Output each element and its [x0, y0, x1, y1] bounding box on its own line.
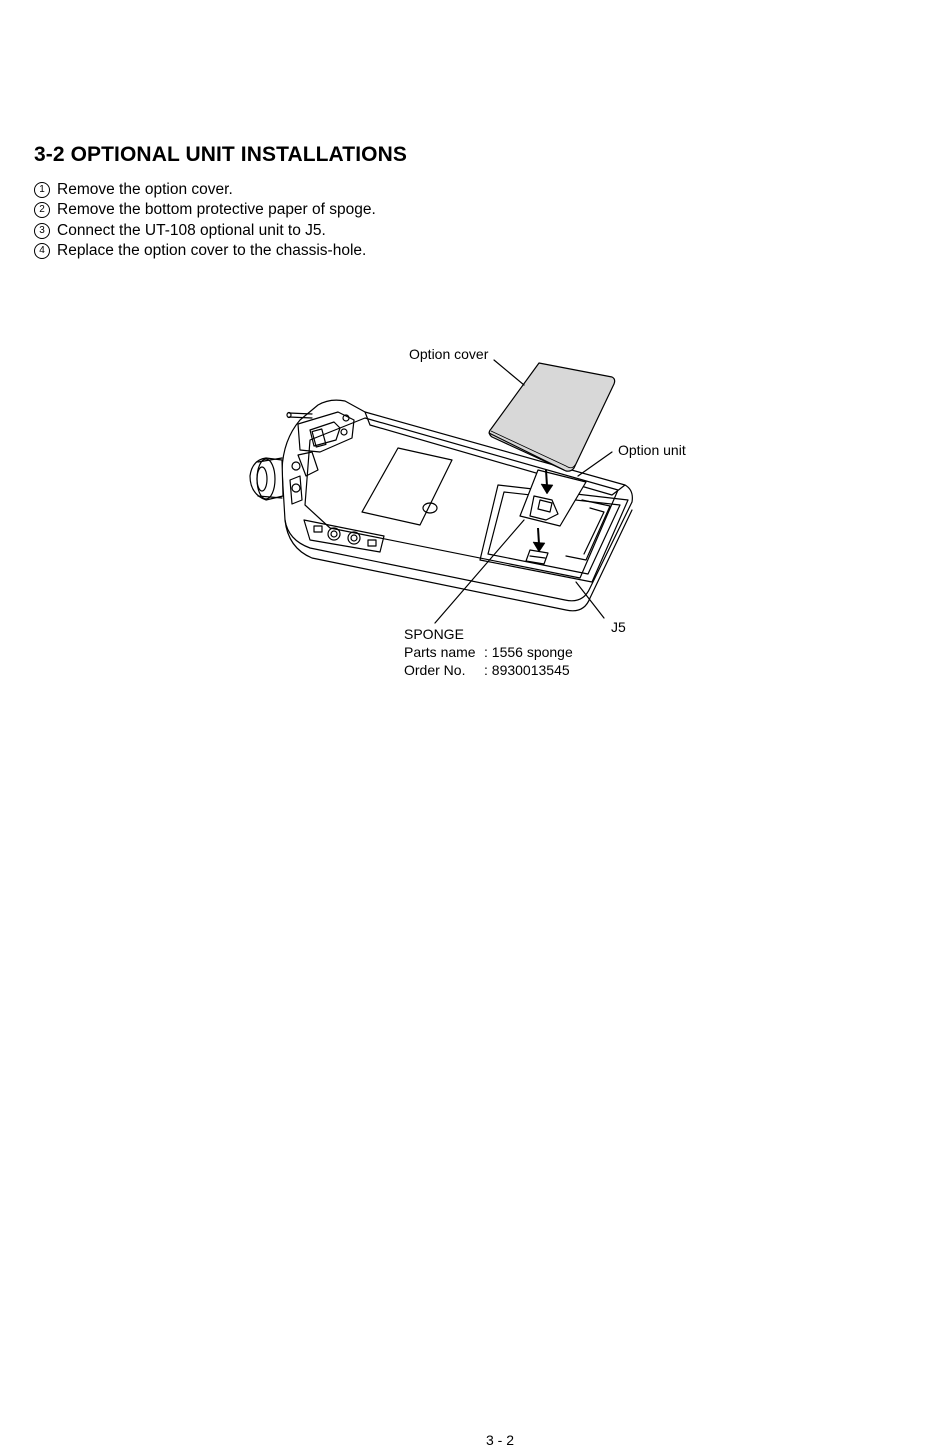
option-unit-leader	[578, 452, 612, 476]
step-text: Replace the option cover to the chassis-hole.	[57, 241, 367, 259]
option-cover-leader	[494, 360, 524, 385]
option-unit-label: Option unit	[618, 442, 686, 458]
sponge-callout	[404, 625, 573, 679]
step-number: 1	[34, 182, 50, 198]
sponge-title: SPONGE	[404, 626, 464, 642]
order-no-label: Order No.	[404, 662, 466, 678]
parts-name-label: Parts name	[404, 644, 476, 660]
order-no-row	[404, 661, 573, 679]
option-cover-label: Option cover	[409, 346, 489, 362]
step-number: 3	[34, 223, 50, 239]
order-no-value: : 8930013545	[484, 662, 570, 678]
j5-label: J5	[611, 619, 626, 635]
parts-name-value: : 1556 sponge	[484, 644, 573, 660]
section-title: 3-2 OPTIONAL UNIT INSTALLATIONS	[34, 143, 407, 166]
parts-name-row	[404, 643, 573, 661]
step-text: Connect the UT-108 optional unit to J5.	[57, 221, 326, 239]
step-number: 4	[34, 243, 50, 259]
step-number: 2	[34, 202, 50, 218]
step-text: Remove the option cover.	[57, 181, 233, 198]
step-text: Remove the bottom protective paper of spoge.	[57, 201, 376, 219]
page-number: 3 - 2	[486, 1432, 515, 1448]
